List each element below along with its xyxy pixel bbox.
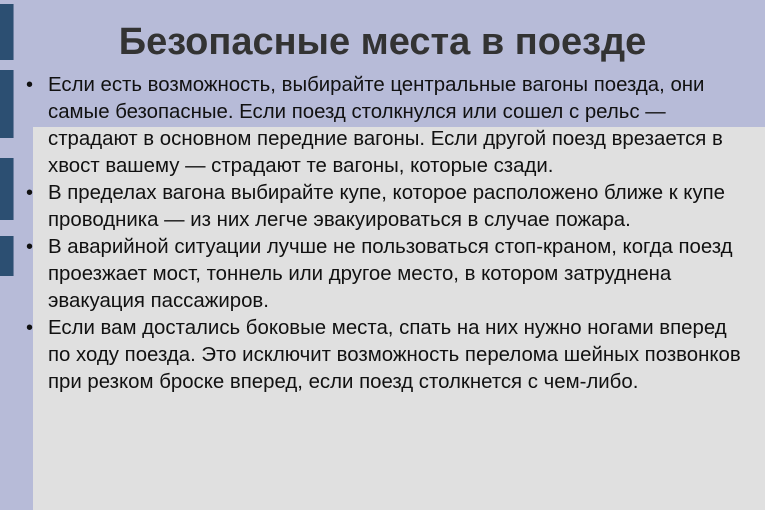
bullet-item [26,234,752,315]
bullet-icon: • [26,317,34,339]
decorative-side-bar [0,70,14,138]
slide-title: Безопасные места в поезде [118,21,647,63]
bullet-item [26,180,752,234]
bullet-item [26,315,752,396]
bullet-icon: • [26,182,34,204]
bullet-text: Если есть возможность, выбирайте центральные вагоны поезда, они самые безопасные. Если поезд столкнулся или сошел с рельс — страдают в основном передние вагоны. Если другой поезд врезается в хвост вашему — страдают те вагоны, которые сзади. [48,74,723,177]
bullet-item [26,72,752,180]
bullet-text: Если вам достались боковые места, спать на них нужно ногами вперед по ходу поезда. Это исключит возможность перелома шейных позвонков при резком броске вперед, если поезд столкнется с чем-либо. [48,317,741,393]
bullet-text: В пределах вагона выбирайте купе, которое расположено ближе к купе проводника — из них легче эвакуироваться в случае пожара. [48,182,726,231]
decorative-side-bar [0,158,14,220]
bullet-icon: • [26,236,34,258]
bullet-icon: • [26,74,34,96]
decorative-side-bar [0,236,14,276]
bullet-text: В аварийной ситуации лучше не пользоваться стоп-краном, когда поезд проезжает мост, тоннель или другое место, в котором затруднена эвакуация пассажиров. [48,236,733,312]
bullet-list [26,72,752,396]
